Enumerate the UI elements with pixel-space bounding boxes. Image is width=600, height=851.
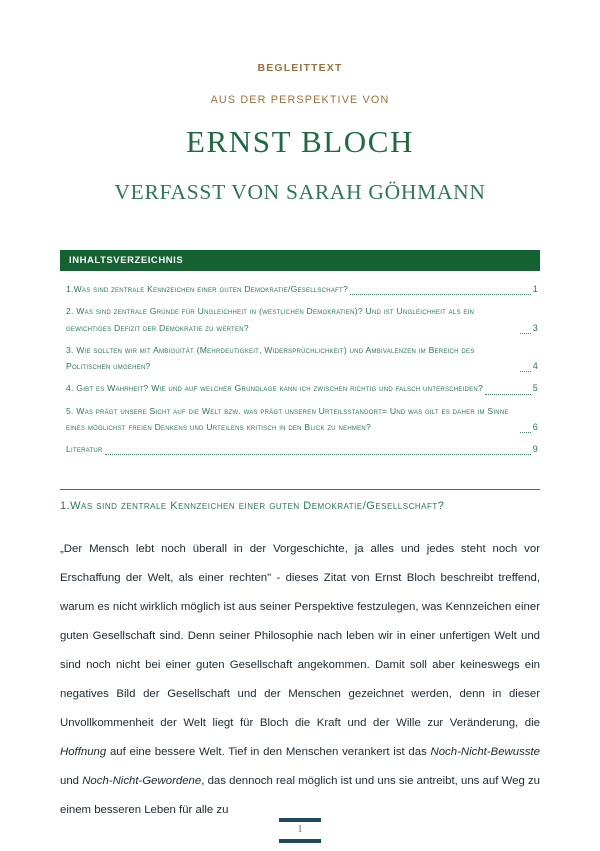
toc-entry-label: 5. Was prägt unsere Sicht auf die Welt bzw. was prägt unseren Urteilsstandort= Und was gilt es daher im Sinne eines möglichst freien Denkens und Urteilens kritisch in den Blick zu nehmen? (66, 405, 509, 432)
toc-entry[interactable] (60, 342, 540, 374)
toc-leader-dots (520, 324, 531, 334)
toc-header: INHALTSVERZEICHNIS (60, 250, 540, 271)
table-of-contents (60, 250, 540, 457)
toc-entry[interactable] (60, 303, 540, 335)
body-paragraph: „Der Mensch lebt noch überall in der Vorgeschichte, ja alles und jedes steht noch vor Erschaffung der Welt, als einer rechten" - dieses Zitat von Ernst Bloch beschreibt treffend, warum es nicht wirklich möglich ist aus seiner Perspektive festzulegen, was Kennzeichen einer guten Gesellschaft sind. Denn seiner Philosophie nach leben wir in einer unfertigen Welt und sind noch nicht bei einer guten Gesellschaft angekommen. Damit soll aber keineswegs ein negatives Bild der Gesellschaft und der Menschen gezeichnet werden, denn in dieser Unvollkommenheit der Welt liegt für Bloch die Kraft und der Wille zur Veränderung, die Hoffnung auf eine bessere Welt. Tief in den Menschen verankert ist das Noch-Nicht-Bewusste und Noch-Nicht-Gewordene, das dennoch real möglich ist und uns sie antreibt, uns auf Weg zu einem besseren Leben für alle zu (60, 543, 540, 817)
toc-leader-dots (350, 285, 531, 295)
section-heading: 1.Was sind zentrale Kennzeichen einer guten Demokratie/Gesellschaft? (60, 500, 445, 513)
toc-entry[interactable] (60, 380, 540, 396)
toc-list (60, 271, 540, 457)
page-footer (0, 818, 600, 843)
toc-entry[interactable] (60, 281, 540, 297)
footer-page-number: 1 (297, 824, 303, 835)
toc-entry-label: 3. Wie sollten wir mit Ambiguität (Mehrdeutigkeit, Widersprüchlichkeit) und Ambivalenzen im Bereich des Politischen umgehen? (66, 344, 475, 372)
document-author: VERFASST VON SARAH GÖHMANN (114, 179, 486, 204)
toc-entry-page: 4 (532, 361, 538, 372)
toc-entry-page: 6 (532, 421, 538, 432)
toc-entry-label: 4. Gibt es Wahrheit? Wie und auf welcher Grundlage kann ich zwischen richtig und falsch unterscheiden? (66, 383, 483, 394)
page-title: ERNST BLOCH (185, 123, 415, 159)
toc-entry-label: Literatur (66, 443, 103, 454)
toc-entry-page: 5 (532, 383, 538, 394)
toc-leader-dots (485, 385, 531, 395)
toc-entry[interactable] (60, 441, 540, 457)
section-divider (60, 489, 540, 490)
document-subkicker: AUS DER PERSPEKTIVE VON (210, 93, 390, 106)
footer-bar-bottom (279, 839, 321, 843)
toc-entry-label: 2. Was sind zentrale Gründe für Ungleichheit in (westlichen Demokratien)? Und ist Ungleichheit als ein gewichtiges Defizit der Demokratie zu werten? (66, 306, 475, 333)
toc-entry-label: 1.Was sind zentrale Kennzeichen einer guten Demokratie/Gesellschaft? (66, 284, 348, 295)
toc-entry-page: 1 (532, 284, 538, 295)
toc-leader-dots (105, 445, 531, 455)
toc-leader-dots (520, 423, 531, 433)
toc-leader-dots (520, 362, 531, 372)
toc-entry-page: 3 (532, 322, 538, 333)
document-kicker: BEGLEITTEXT (257, 62, 343, 74)
toc-entry-page: 9 (532, 443, 538, 454)
title-block (0, 0, 600, 204)
toc-entry[interactable] (60, 403, 540, 435)
